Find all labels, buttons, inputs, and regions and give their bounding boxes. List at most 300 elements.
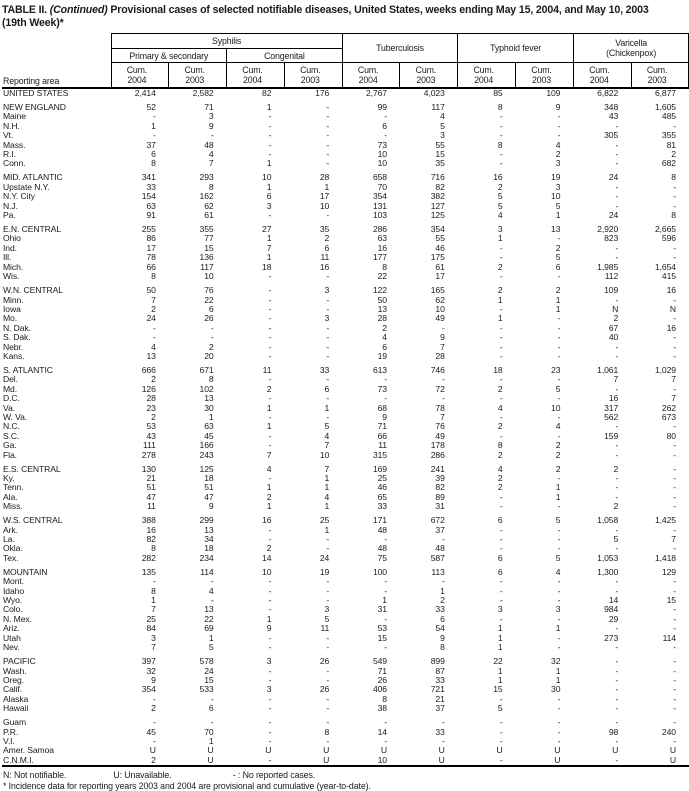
cell-value: - (499, 130, 503, 141)
cell-value: - (673, 543, 676, 554)
table-row (2, 296, 689, 305)
cell-value: - (268, 111, 272, 122)
cell-value: 1 (555, 623, 561, 634)
cell-value: 50 (377, 294, 387, 305)
cell-value: 33 (377, 501, 387, 512)
cell-value: 46 (377, 482, 387, 493)
cell-value: 10 (377, 158, 387, 169)
cell-value: 33 (435, 674, 445, 685)
cell-value: 10 (319, 449, 330, 460)
cell-value: - (557, 473, 561, 483)
cell-value: - (615, 191, 619, 202)
cell-value: 37 (146, 139, 156, 150)
table-row (2, 314, 689, 323)
cell-value: - (557, 726, 561, 737)
cell-value: - (326, 271, 330, 282)
cell-value: - (499, 411, 503, 422)
cell-value: - (499, 613, 503, 624)
row-label: Fla. (3, 450, 17, 460)
cell-value: 1 (555, 482, 561, 493)
table-row (2, 643, 689, 652)
cell-value: - (153, 576, 156, 587)
cell-value: - (615, 294, 619, 305)
cell-value: - (557, 411, 561, 422)
cell-value: - (499, 543, 503, 554)
cell-value: 3 (324, 313, 330, 324)
table-row (2, 544, 689, 553)
cell-value: 13 (551, 224, 561, 235)
cell-value: - (557, 642, 561, 653)
cell-value: 2 (497, 421, 503, 432)
column-group-varicella: Varicella (Chickenpox) (573, 34, 689, 63)
cell-value: 24 (608, 172, 619, 183)
cell-value: 14 (377, 726, 387, 737)
row-label: Ark. (3, 525, 18, 535)
cell-value: - (557, 585, 561, 596)
cell-value: 162 (199, 191, 214, 202)
cell-value: 10 (262, 172, 272, 183)
cell-value: - (499, 120, 503, 131)
cell-value: 98 (608, 726, 619, 737)
table-row (2, 103, 689, 112)
cell-value: - (268, 717, 272, 728)
cell-value: 9 (208, 501, 214, 512)
cell-value: 102 (199, 383, 214, 394)
cell-value: 125 (199, 463, 214, 474)
row-label: Upstate N.Y. (3, 182, 50, 192)
cell-value: - (326, 130, 330, 141)
column-header-cum-2003: Cum. 2003 (284, 63, 342, 89)
cell-value: - (557, 501, 561, 512)
cell-value: - (673, 200, 676, 211)
cell-value: - (557, 613, 561, 624)
row-label: D.C. (3, 394, 20, 404)
cell-value: 2 (208, 341, 214, 352)
cell-value: 1 (266, 181, 272, 192)
cell-value: 25 (146, 613, 156, 624)
cell-value: 2 (497, 383, 503, 394)
row-label: Ariz. (3, 624, 20, 634)
cell-value: 3 (208, 111, 214, 122)
cell-value: - (268, 313, 272, 324)
cell-value: - (673, 482, 676, 493)
cell-value: - (557, 233, 561, 244)
cell-value: - (268, 430, 272, 441)
column-header-cum-2004: Cum. 2004 (111, 63, 169, 89)
cell-value: - (557, 120, 561, 131)
row-label: Ga. (3, 441, 17, 451)
table-row (2, 112, 689, 121)
cell-value: 5 (497, 200, 503, 211)
cell-value: 24 (204, 665, 214, 676)
cell-value: 70 (204, 726, 214, 737)
row-label: Oreg. (3, 675, 24, 685)
table-row (2, 375, 689, 384)
cell-value: - (326, 393, 330, 404)
cell-value: 10 (377, 149, 387, 160)
cell-value: 46 (435, 242, 445, 253)
cell-value: - (210, 717, 214, 728)
cell-value: - (326, 350, 330, 361)
cell-value: 16 (262, 515, 272, 526)
table-row (2, 483, 689, 492)
table-row (2, 605, 689, 614)
footnote-u: U: Unavailable. (113, 770, 172, 781)
cell-value: 8 (671, 172, 676, 183)
row-label: Kans. (3, 351, 25, 361)
cell-value: 899 (430, 656, 445, 667)
cell-value: 176 (315, 88, 330, 98)
cell-value: - (499, 111, 503, 122)
cell-value: - (442, 374, 445, 385)
cell-value: 24 (608, 210, 619, 221)
cell-value: 8 (208, 374, 214, 385)
cell-value: 2 (497, 482, 503, 493)
table-row (2, 432, 689, 441)
row-label: Ohio (3, 234, 21, 244)
cell-value: - (268, 473, 272, 483)
cell-value: - (268, 703, 272, 714)
cell-value: - (268, 285, 272, 296)
cell-value: 11 (320, 252, 330, 263)
cell-value: 10 (262, 566, 272, 577)
cell-value: 1,654 (654, 261, 676, 272)
cell-value: - (615, 242, 619, 253)
cell-value: 596 (661, 233, 676, 244)
cell-value: 33 (146, 181, 156, 192)
cell-value: - (384, 130, 387, 141)
cell-value: 2 (613, 313, 619, 324)
cell-value: 3 (324, 285, 330, 296)
row-label: N.C. (3, 422, 20, 432)
cell-value: 16 (493, 172, 503, 183)
cell-value: - (268, 534, 272, 545)
column-header-cum-2004: Cum. 2004 (573, 63, 631, 89)
cell-value: - (384, 642, 387, 653)
cell-value: 1 (497, 313, 503, 324)
table-row (2, 657, 689, 666)
cell-value: 15 (435, 149, 445, 160)
cell-value: 1 (208, 735, 214, 746)
cell-value: 666 (141, 364, 156, 375)
cell-value: - (557, 130, 561, 141)
cell-value: - (557, 271, 561, 282)
cell-value: 32 (146, 665, 156, 676)
cell-value: 11 (378, 440, 387, 451)
cell-value: 8 (440, 642, 445, 653)
cell-value: 26 (377, 674, 387, 685)
cell-value: 18 (204, 543, 214, 554)
cell-value: 8 (324, 726, 330, 737)
cell-value: 533 (199, 684, 214, 695)
cell-value: - (557, 703, 561, 714)
cell-value: 49 (435, 430, 445, 441)
cell-value: - (499, 726, 503, 737)
cell-value: 166 (199, 440, 214, 451)
cell-value: - (499, 735, 503, 746)
cell-value: - (268, 754, 272, 765)
table-row (2, 394, 689, 403)
cell-value: - (673, 623, 676, 634)
cell-value: - (326, 703, 330, 714)
cell-value: - (615, 656, 619, 667)
row-label: La. (3, 535, 15, 545)
cell-value: 7 (208, 158, 214, 169)
cell-value: - (268, 726, 272, 737)
cell-value: - (673, 735, 676, 746)
table-row (2, 634, 689, 643)
cell-value: 87 (435, 665, 445, 676)
cell-value: U (438, 745, 445, 756)
cell-value: - (673, 181, 676, 192)
cell-value: 382 (430, 191, 445, 202)
cell-value: 15 (377, 632, 387, 643)
cell-value: 243 (199, 449, 214, 460)
cell-value: 8 (671, 210, 676, 221)
cell-value: - (615, 120, 619, 131)
row-label: C.N.M.I. (3, 755, 34, 765)
cell-value: 51 (146, 482, 156, 493)
cell-value: 1 (382, 595, 387, 606)
cell-value: 1,053 (597, 552, 619, 563)
cell-value: 8 (208, 181, 214, 192)
row-label: Pa. (3, 211, 16, 221)
cell-value: 2 (440, 595, 445, 606)
table-row (2, 385, 689, 394)
cell-value: 131 (372, 200, 387, 211)
cell-value: 48 (435, 543, 445, 554)
cell-value: 1 (440, 585, 445, 596)
cell-value: 2 (555, 449, 561, 460)
table-row (2, 615, 689, 624)
cell-value: - (673, 585, 676, 596)
table-row (2, 225, 689, 234)
cell-value: 37 (435, 524, 445, 535)
cell-value: U (207, 745, 214, 756)
cell-value: - (615, 524, 619, 535)
cell-value: 14 (262, 552, 272, 563)
cell-value: 4 (324, 491, 330, 502)
cell-value: U (438, 754, 445, 765)
table-row (2, 234, 689, 243)
cell-value: - (673, 684, 676, 695)
cell-value: 6 (208, 703, 214, 714)
cell-value: 5 (555, 552, 561, 563)
row-label: N.H. (3, 121, 20, 131)
table-row (2, 131, 689, 140)
cell-value: 15 (204, 242, 214, 253)
cell-value: 4 (497, 463, 503, 474)
cell-value: 9 (382, 411, 387, 422)
cell-value: 76 (204, 285, 214, 296)
table-row (2, 596, 689, 605)
cell-value: 5 (613, 534, 619, 545)
table-row (2, 413, 689, 422)
cell-value: - (673, 341, 676, 352)
cell-value: 40 (608, 332, 619, 343)
cell-value: - (615, 139, 619, 150)
cell-value: 61 (204, 210, 214, 221)
cell-value: 1 (266, 421, 272, 432)
cell-value: 1 (208, 632, 214, 643)
table-row (2, 737, 689, 746)
table-row (2, 756, 689, 766)
cell-value: - (268, 149, 272, 160)
row-label: E.N. CENTRAL (3, 225, 62, 235)
cell-value: 11 (262, 364, 272, 375)
cell-value: 1,605 (654, 102, 676, 112)
cell-value: - (326, 210, 330, 221)
cell-value: 33 (435, 726, 445, 737)
row-label: Ill. (3, 253, 12, 263)
row-label: Minn. (3, 295, 24, 305)
cell-value: 1 (324, 482, 330, 493)
cell-value: 9 (555, 102, 561, 112)
cell-value: 34 (204, 534, 214, 545)
cell-value: - (384, 534, 387, 545)
cell-value: 1,300 (597, 566, 619, 577)
cell-value: 78 (146, 252, 156, 263)
cell-value: 114 (200, 566, 214, 577)
cell-value: - (268, 576, 272, 587)
cell-value: - (615, 717, 619, 728)
cell-value: 16 (319, 261, 330, 272)
table-body (2, 88, 689, 766)
cell-value: - (153, 332, 156, 343)
cell-value: 53 (377, 623, 387, 634)
cell-value: - (673, 440, 676, 451)
cell-value: 2 (266, 383, 272, 394)
table-row (2, 667, 689, 676)
column-subgroup-congenital: Congenital (227, 49, 343, 63)
cell-value: 73 (377, 139, 387, 150)
cell-value: - (442, 735, 445, 746)
cell-value: - (499, 595, 503, 606)
cell-value: - (499, 754, 503, 765)
cell-value: 16 (608, 393, 619, 404)
cell-value: 1 (324, 181, 330, 192)
cell-value: - (673, 674, 676, 685)
cell-value: 7 (266, 242, 272, 253)
table-row (2, 695, 689, 704)
cell-value: 341 (141, 172, 156, 183)
cell-value: - (673, 463, 676, 474)
cell-value: - (499, 374, 503, 385)
cell-value: 673 (661, 411, 676, 422)
cell-value: - (268, 632, 272, 643)
cell-value: 22 (377, 271, 387, 282)
table-row (2, 704, 689, 713)
cell-value: - (499, 303, 503, 314)
cell-value: 50 (146, 285, 156, 296)
table-row (2, 474, 689, 483)
cell-value: 3 (440, 130, 445, 141)
cell-value: 16 (666, 322, 676, 333)
cell-value: 241 (430, 463, 445, 474)
cell-value: - (326, 111, 330, 122)
cell-value: - (673, 501, 676, 512)
cell-value: 6 (208, 303, 214, 314)
cell-value: - (326, 102, 330, 112)
cell-value: 2 (266, 543, 272, 554)
cell-value: U (554, 754, 561, 765)
cell-value: 82 (435, 482, 445, 493)
cell-value: - (326, 158, 330, 169)
table-row (2, 493, 689, 502)
cell-value: - (268, 393, 272, 404)
cell-value: 54 (435, 623, 445, 634)
cell-value: 14 (608, 595, 619, 606)
table-row (2, 192, 689, 201)
table-row (2, 122, 689, 131)
table-header (2, 34, 689, 89)
cell-value: - (153, 130, 156, 141)
cell-value: 5 (208, 642, 214, 653)
cell-value: - (210, 595, 214, 606)
cell-value: 286 (430, 449, 445, 460)
row-label: Maine (3, 112, 26, 122)
cell-value: 7 (151, 604, 156, 615)
table-row (2, 202, 689, 211)
cell-value: N (669, 303, 676, 314)
cell-value: U (554, 745, 561, 756)
cell-value: - (499, 693, 503, 704)
cell-value: N (612, 303, 619, 314)
cell-value: 55 (435, 233, 445, 244)
cell-value: 19 (551, 172, 561, 183)
cell-value: 9 (440, 332, 445, 343)
cell-value: 30 (551, 684, 561, 695)
cell-value: 19 (319, 566, 330, 577)
cell-value: - (384, 374, 387, 385)
cell-value: - (384, 585, 387, 596)
cell-value: 43 (146, 430, 156, 441)
cell-value: 82 (146, 534, 156, 545)
cell-value: - (615, 383, 619, 394)
cell-value: 33 (319, 364, 330, 375)
cell-value: 82 (435, 181, 445, 192)
cell-value: 8 (151, 585, 156, 596)
cell-value: 7 (324, 463, 330, 474)
cell-value: - (557, 332, 561, 343)
cell-value: - (557, 341, 561, 352)
cell-value: 671 (199, 364, 214, 375)
cell-value: 154 (141, 191, 156, 202)
table-row (2, 183, 689, 192)
cell-value: 6 (151, 149, 156, 160)
cell-value: 127 (430, 200, 445, 211)
cell-value: 26 (204, 313, 214, 324)
cell-value: 5 (497, 191, 503, 202)
table-row (2, 366, 689, 375)
cell-value: - (557, 393, 561, 404)
cell-value: 255 (141, 224, 156, 235)
row-label: S.C. (3, 431, 20, 441)
cell-value: 5 (555, 200, 561, 211)
cell-value: 984 (604, 604, 619, 615)
cell-value: 31 (377, 604, 387, 615)
cell-value: U (149, 745, 156, 756)
cell-value: - (615, 350, 619, 361)
cell-value: 22 (204, 294, 214, 305)
cell-value: - (268, 674, 272, 685)
cell-value: - (442, 393, 445, 404)
cell-value: 16 (146, 524, 156, 535)
cell-value: - (384, 111, 387, 122)
cell-value: 33 (435, 604, 445, 615)
cell-value: 1,985 (597, 261, 619, 272)
cell-value: - (268, 130, 272, 141)
